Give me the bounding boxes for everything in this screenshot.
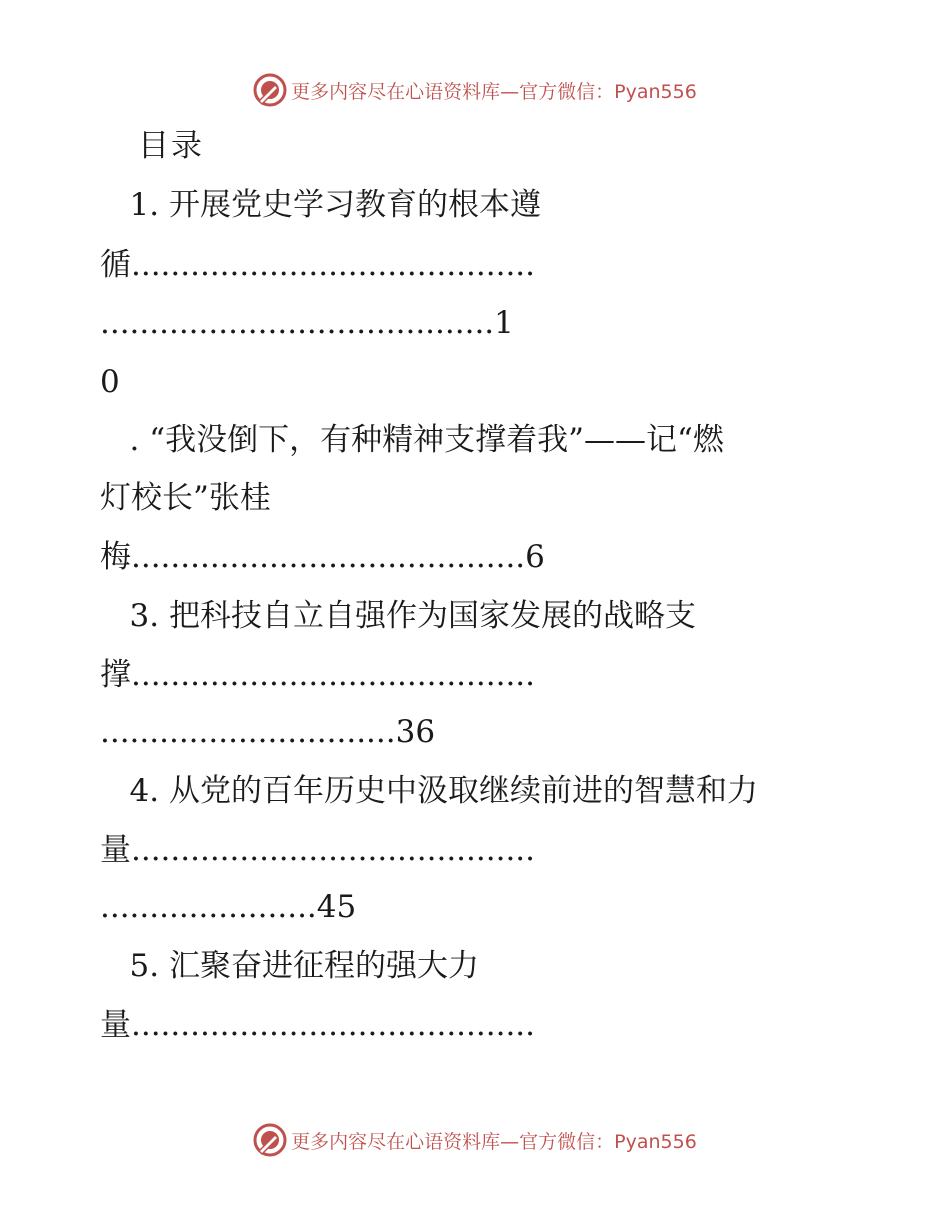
toc-line: 循.........................................: [100, 247, 536, 283]
watermark-text: 更多内容尽在心语资料库—官方微信：Pyan556: [291, 1130, 697, 1153]
footer-watermark: [0, 1120, 950, 1160]
toc-line: 1. 开展党史学习教育的根本遵: [100, 187, 541, 223]
toc-line: 撑.........................................: [100, 657, 536, 693]
toc-line: 4. 从党的百年历史中汲取继续前进的智慧和力: [100, 773, 758, 809]
toc-line: 灯校长”张桂: [100, 480, 271, 516]
toc-line: 量.........................................: [100, 832, 536, 868]
toc-title: 目录: [138, 128, 204, 164]
pen-logo-icon: [253, 1123, 287, 1157]
toc-line: 量.........................................: [100, 1007, 536, 1043]
watermark-text: 更多内容尽在心语资料库—官方微信：Pyan556: [291, 80, 697, 103]
toc-line: ........................................1: [100, 305, 514, 341]
toc-line: ..............................36: [100, 714, 436, 750]
toc-line: . “我没倒下，有种精神支撑着我”——记“燃: [100, 422, 724, 458]
toc-line: 5. 汇聚奋进征程的强大力: [100, 948, 479, 984]
toc-line: ......................45: [100, 889, 357, 925]
pen-logo-icon: [253, 73, 287, 107]
toc-line: 梅........................................6: [100, 539, 545, 575]
toc-line: 3. 把科技自立自强作为国家发展的战略支: [100, 598, 696, 634]
header-watermark: [0, 70, 950, 110]
toc-line: 0: [100, 364, 120, 400]
